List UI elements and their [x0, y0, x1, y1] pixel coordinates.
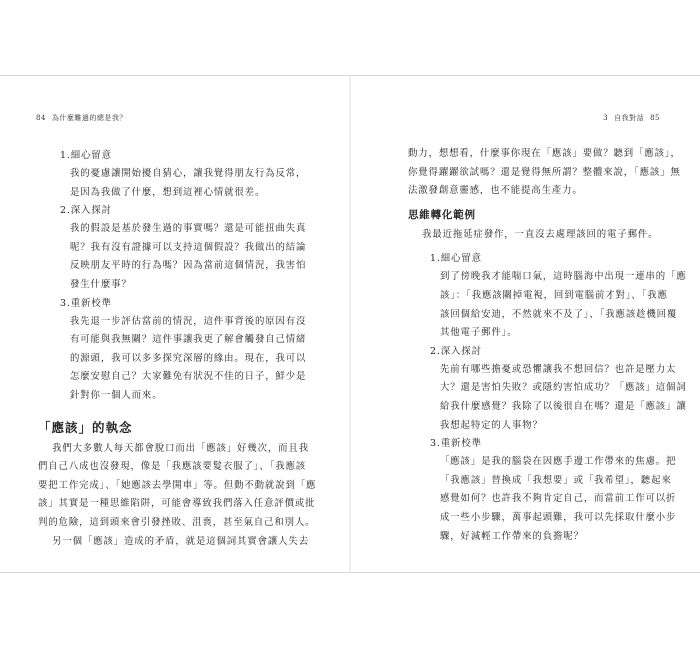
text-line: 「應該」是我的腦袋在因應手邊工作帶來的焦慮。把	[440, 456, 677, 468]
right-item-title: 3.重新校準	[430, 438, 482, 450]
text-line: 發生什麼事？	[70, 278, 132, 290]
text-line: 反映朋友平時的行為嗎？因為當前這個情況，我害怕	[70, 260, 307, 272]
text-line: 大？還是害怕失敗？或隱約害怕成功？「應該」這個詞	[440, 382, 687, 394]
right-item-2	[408, 343, 687, 435]
text-line: 先前有哪些擔憂或恐懼讓我不想回信？也許是壓力太	[440, 363, 677, 375]
left-page	[0, 76, 349, 572]
text-line: 針對你一個人而來。	[70, 389, 163, 401]
text-line: 判的危險，這到頭來會引發挫敗、沮喪，甚至氣自己和別人。	[38, 516, 316, 528]
right-running-head: 自我對話	[614, 114, 645, 122]
right-item-1	[408, 250, 687, 342]
right-item-body	[408, 453, 677, 546]
right-page-content	[408, 145, 687, 546]
text-line: 到了傍晚我才能喘口氣，這時腦海中出現一連串的「應	[440, 271, 687, 283]
text-line: 的源頭，我可以多多探究深層的緣由。現在，我可以	[70, 352, 307, 364]
left-item-body	[38, 220, 306, 294]
body-paragraph	[38, 440, 317, 533]
right-page-number: 85	[650, 114, 660, 122]
left-page-number: 84	[36, 114, 46, 122]
left-running-head: 為什麼難過的總是我？	[51, 114, 127, 122]
intro-line: 我最近拖延症發作，一直沒去處理該回的電子郵件。	[422, 228, 659, 240]
left-page-content	[38, 147, 317, 551]
text-line: 法激發創意靈感，也不能提高生產力。	[408, 185, 583, 197]
right-page	[351, 76, 700, 572]
text-line: 「我應該」替換成「我想要」或「我希望」，聽起來	[440, 474, 672, 486]
text-line: 我的假設是基於發生過的事實嗎？還是可能扭曲失真	[70, 223, 307, 235]
body-paragraph	[38, 533, 309, 552]
text-line: 我想起特定的人事物？	[440, 419, 543, 431]
section-heading: 思維轉化範例	[408, 208, 476, 221]
left-item-title: 3.重新校準	[60, 297, 112, 309]
spread-bottom-edge	[0, 572, 700, 573]
left-item-body	[38, 313, 306, 406]
text-line: 另一個「應該」造成的矛盾，就是這個詞其實會讓人失去	[52, 535, 309, 547]
right-item-title: 1.細心留意	[430, 253, 482, 265]
text-line: 們自己八成也沒發現，像是「我應該要髮衣服了」、「我應該	[38, 461, 307, 473]
right-item-title: 2.深入探討	[430, 345, 482, 357]
left-item-3	[38, 295, 306, 406]
text-line: 你覺得躍躍欲試嗎？還是覺得無所謂？整體來說，「應該」無	[408, 166, 681, 178]
right-item-body	[408, 268, 687, 342]
left-item-2	[38, 202, 306, 294]
left-item-title: 1.細心留意	[60, 150, 112, 161]
right-running-header	[597, 113, 660, 123]
left-item-title: 2.深入探討	[60, 205, 112, 217]
text-line: 要把工作完成」、「她應該去學開車」等。但動不動就說到「應	[38, 479, 317, 491]
text-line: 感覺如何？也許我不夠肯定自己，而當前工作可以折	[440, 493, 677, 505]
text-line: 有可能與我無關？這件事讓我更了解會觸發自己情緒	[70, 334, 307, 346]
text-line: 該」：「我應該關掉電視，回到電腦前才對」、「我應	[440, 289, 668, 301]
text-line: 我的憂慮讓開始擾自猜心，讓我覺得朋友行為反常，	[70, 168, 307, 179]
right-item-body	[408, 361, 687, 435]
text-line: 我先退一步評估當前的情況，這件事背後的原因有沒	[70, 315, 307, 327]
text-line: 該」其實是一種思維陷阱，可能會導致我們落入任意評價或批	[38, 498, 316, 510]
right-item-3	[408, 435, 677, 546]
text-line: 其他電子郵件」。	[440, 327, 518, 339]
text-line: 我們大多數人每天都會脫口而出「應該」好幾次，而且我	[52, 442, 309, 454]
chapter-number: 3	[603, 114, 609, 122]
left-item-1	[38, 147, 306, 202]
text-line: 怎麼安慰自己？大家難免有狀況不佳的日子，鮮少是	[70, 371, 307, 383]
opening-paragraph	[408, 145, 681, 201]
text-line: 給我什麼感覺？我除了以後很自在嗎？還是「應該」讓	[440, 400, 687, 412]
text-line: 驟，好減輕工作帶來的負擔呢？	[440, 530, 584, 542]
text-line: 是因為我做了什麼，想到這裡心情就很差。	[70, 186, 266, 198]
text-line: 動力，想想看，什麼事你現在「應該」要做？聽到「應該」，	[408, 148, 681, 159]
text-line: 該回個給安迪，不然就來不及了」、「我應該趁機回覆	[440, 308, 678, 320]
text-line: 呢？我有沒有證據可以支持這個假設？我做出的結論	[70, 241, 307, 253]
section-heading: 「應該」的執念	[38, 419, 133, 435]
text-line: 成一些小步驟，萬事起頭難，我可以先採取什麼小步	[440, 511, 677, 523]
left-item-body	[38, 165, 306, 202]
left-running-header	[36, 113, 133, 123]
